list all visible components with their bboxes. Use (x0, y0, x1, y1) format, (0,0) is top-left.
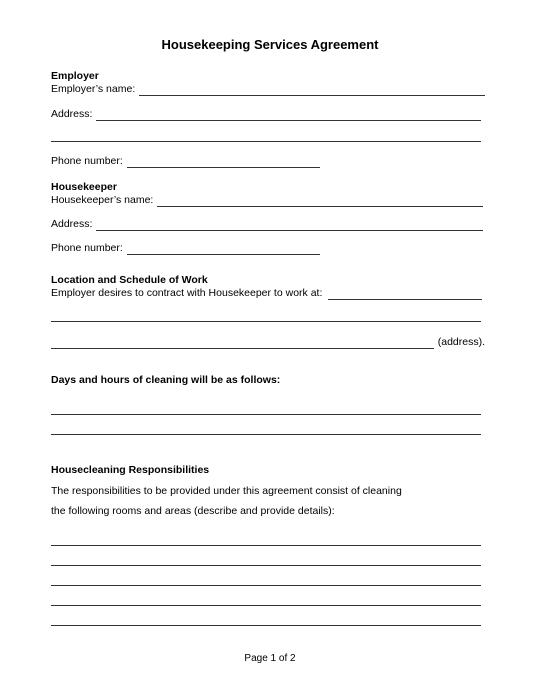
page-title: Housekeeping Services Agreement (161, 37, 379, 52)
location-heading: Location and Schedule of Work (51, 274, 208, 286)
location-address-field[interactable] (51, 337, 434, 349)
housekeeper-name-field[interactable] (157, 195, 483, 207)
housekeeper-address-field[interactable] (96, 219, 483, 231)
location-text: Employer desires to contract with Housekeeper to work at: (51, 287, 323, 299)
responsibilities-heading: Housecleaning Responsibilities (51, 464, 210, 476)
schedule-heading: Days and hours of cleaning will be as follows: (51, 374, 281, 386)
employer-address-line-2[interactable] (51, 141, 481, 142)
housekeeper-name-row (51, 194, 483, 207)
location-row (51, 287, 482, 300)
employer-name-field[interactable] (139, 84, 485, 96)
housekeeper-phone-row (51, 242, 320, 255)
schedule-line-2[interactable] (51, 434, 481, 435)
responsibilities-text-2: the following rooms and areas (describe and provide details): (51, 505, 335, 517)
location-address-row (51, 336, 485, 349)
employer-phone-row (51, 155, 320, 168)
responsibilities-line-3[interactable] (51, 585, 481, 586)
employer-name-label: Employer’s name: (51, 83, 136, 95)
page-footer: Page 1 of 2 (244, 653, 296, 664)
address-suffix: (address). (437, 336, 485, 348)
location-address-line-1[interactable] (51, 321, 481, 322)
employer-address-label: Address: (51, 108, 93, 120)
schedule-line-1[interactable] (51, 414, 481, 415)
housekeeper-heading: Housekeeper (51, 181, 117, 193)
housekeeper-name-label: Housekeeper’s name: (51, 194, 154, 206)
employer-name-row (51, 83, 485, 96)
location-field[interactable] (328, 288, 482, 300)
responsibilities-line-1[interactable] (51, 545, 481, 546)
housekeeper-phone-field[interactable] (127, 243, 320, 255)
housekeeper-phone-label: Phone number: (51, 242, 123, 254)
employer-address-row (51, 108, 481, 121)
housekeeper-address-label: Address: (51, 218, 93, 230)
employer-phone-field[interactable] (127, 156, 320, 168)
employer-heading: Employer (51, 70, 99, 82)
responsibilities-line-2[interactable] (51, 565, 481, 566)
responsibilities-text-1: The responsibilities to be provided under this agreement consist of cleaning (51, 485, 402, 497)
housekeeper-address-row (51, 218, 483, 231)
responsibilities-line-5[interactable] (51, 625, 481, 626)
employer-address-field[interactable] (96, 109, 481, 121)
employer-phone-label: Phone number: (51, 155, 123, 167)
responsibilities-line-4[interactable] (51, 605, 481, 606)
